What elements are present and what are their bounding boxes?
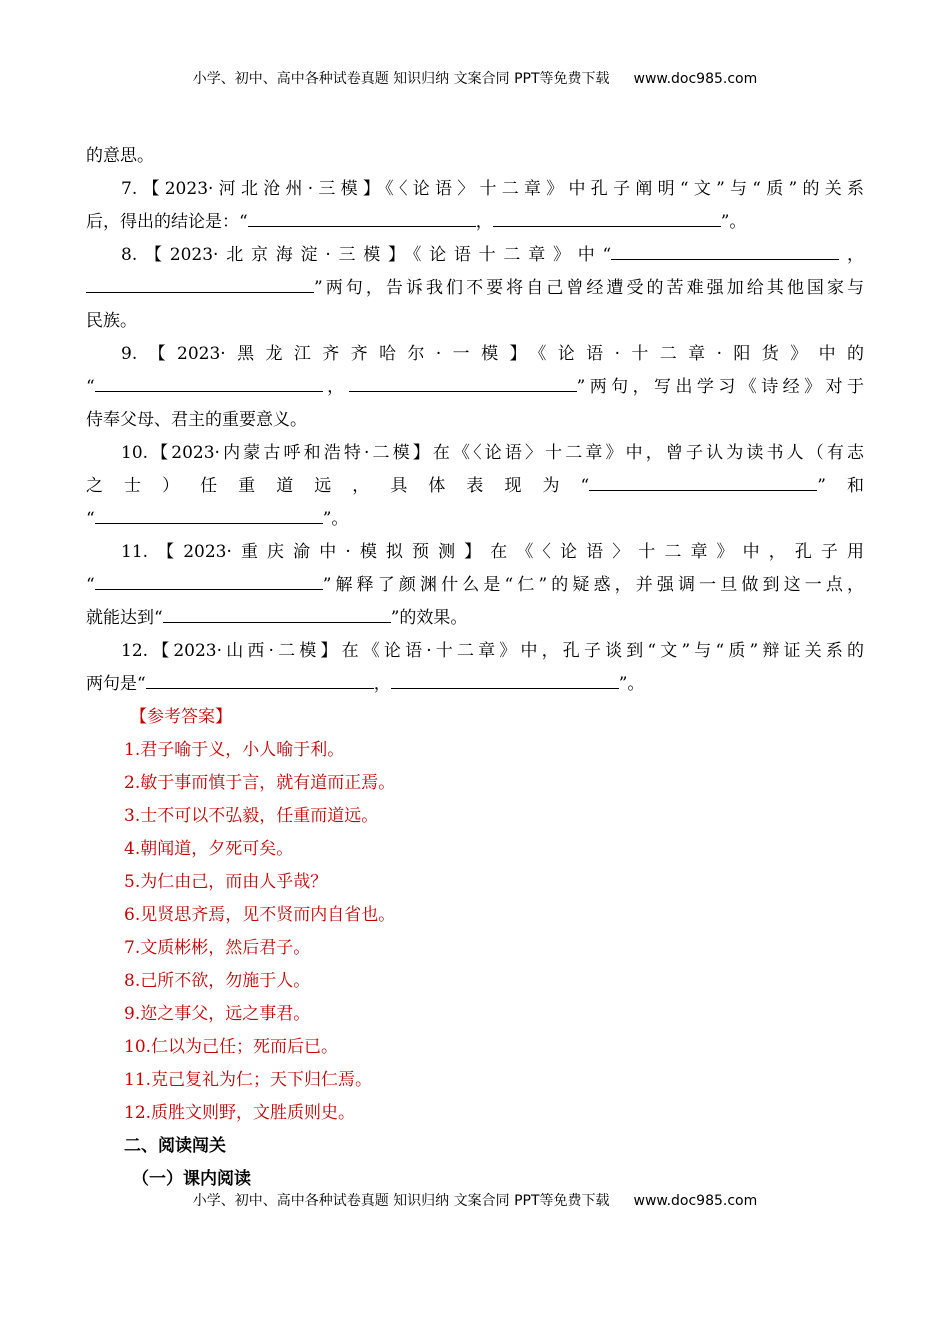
q6-tail: 的意思。	[86, 146, 154, 166]
subsection-heading-inclass: （一）课内阅读	[132, 1169, 251, 1189]
answer-blank[interactable]	[248, 225, 476, 227]
header-site[interactable]: www.doc985.com	[633, 71, 758, 87]
answer-blank[interactable]	[95, 588, 323, 590]
answer-blank[interactable]	[95, 390, 323, 392]
answer-blank[interactable]	[611, 258, 839, 260]
question-11-line2: “ ”解释了颜渊什么是“仁”的疑惑，并强调一旦做到这一点，	[86, 575, 864, 595]
answer-item: 7.文质彬彬，然后君子。	[124, 938, 311, 958]
answer-blank[interactable]	[86, 291, 314, 293]
footer-site[interactable]: www.doc985.com	[633, 1193, 758, 1209]
question-9-line2: “ ， ”两句，写出学习《诗经》对于	[86, 377, 864, 397]
answer-item: 1.君子喻于义，小人喻于利。	[124, 740, 345, 760]
answer-item: 8.己所不欲，勿施于人。	[124, 971, 311, 991]
question-12-line1: 12.【2023·山西·二模】在《论语·十二章》中，孔子谈到“文”与“质”辩证关系的	[121, 641, 864, 661]
answer-item: 3.士不可以不弘毅，任重而道远。	[124, 806, 379, 826]
question-10-line1: 10.【2023·内蒙古呼和浩特·二模】在《〈论语〉十二章》中，曾子认为读书人（有志	[121, 443, 864, 463]
question-8-line2: ”两句，告诉我们不要将自己曾经遭受的苦难强加给其他国家与	[86, 272, 864, 305]
question-8-line3: 民族。	[86, 311, 137, 331]
answer-blank[interactable]	[146, 687, 374, 689]
question-10-line3: “ ”。	[86, 509, 349, 529]
answer-item: 12.质胜文则野，文胜质则史。	[124, 1103, 356, 1123]
answer-item: 6.见贤思齐焉，见不贤而内自省也。	[124, 905, 396, 925]
answer-item: 4.朝闻道，夕死可矣。	[124, 839, 294, 859]
answer-item: 10.仁以为己任；死而后已。	[124, 1037, 339, 1057]
question-7-line2: 后，得出的结论是：“ ， ”。	[86, 212, 747, 232]
question-9-line3: 侍奉父母、君主的重要意义。	[86, 410, 307, 430]
header-text: 小学、初中、高中各种试卷真题 知识归纳 文案合同 PPT等免费下载	[192, 71, 610, 87]
answer-blank[interactable]	[349, 390, 577, 392]
question-7-line1: 7.【2023·河北沧州·三模】《〈论语〉十二章》中孔子阐明“文”与“质”的关系	[121, 179, 864, 199]
answer-blank[interactable]	[391, 687, 619, 689]
question-9-line1: 9.【2023·黑龙江齐齐哈尔·一模】《论语·十二章·阳货》中的	[121, 344, 864, 364]
footer-text: 小学、初中、高中各种试卷真题 知识归纳 文案合同 PPT等免费下载	[192, 1193, 610, 1209]
answer-item: 11.克己复礼为仁；天下归仁焉。	[124, 1070, 373, 1090]
answer-item: 9.迩之事父，远之事君。	[124, 1004, 311, 1024]
question-8-line1: 8.【2023·北京海淀·三模】《论语十二章》中“ ，	[121, 245, 865, 265]
question-11-line3: 就能达到“ ”的效果。	[86, 608, 468, 628]
answer-item: 5.为仁由己，而由人乎哉？	[124, 872, 328, 892]
document-body	[86, 140, 864, 1196]
section-heading-reading: 二、阅读闯关	[124, 1136, 226, 1156]
answer-item: 2.敏于事而慎于言，就有道而正焉。	[124, 773, 396, 793]
page-footer	[0, 1191, 950, 1211]
answer-blank[interactable]	[163, 621, 391, 623]
question-10-line2: 之士）任重道远，具体表现为“ ”和	[86, 476, 864, 496]
question-11-line1: 11.【2023·重庆渝中·模拟预测】在《〈论语〉十二章》中，孔子用	[121, 542, 864, 562]
question-12-line2: 两句是“ ， ”。	[86, 674, 645, 694]
page-header	[0, 69, 950, 89]
answer-blank[interactable]	[95, 522, 323, 524]
answer-heading: 【参考答案】	[130, 707, 232, 727]
answer-blank[interactable]	[589, 489, 817, 491]
answer-blank[interactable]	[493, 225, 721, 227]
